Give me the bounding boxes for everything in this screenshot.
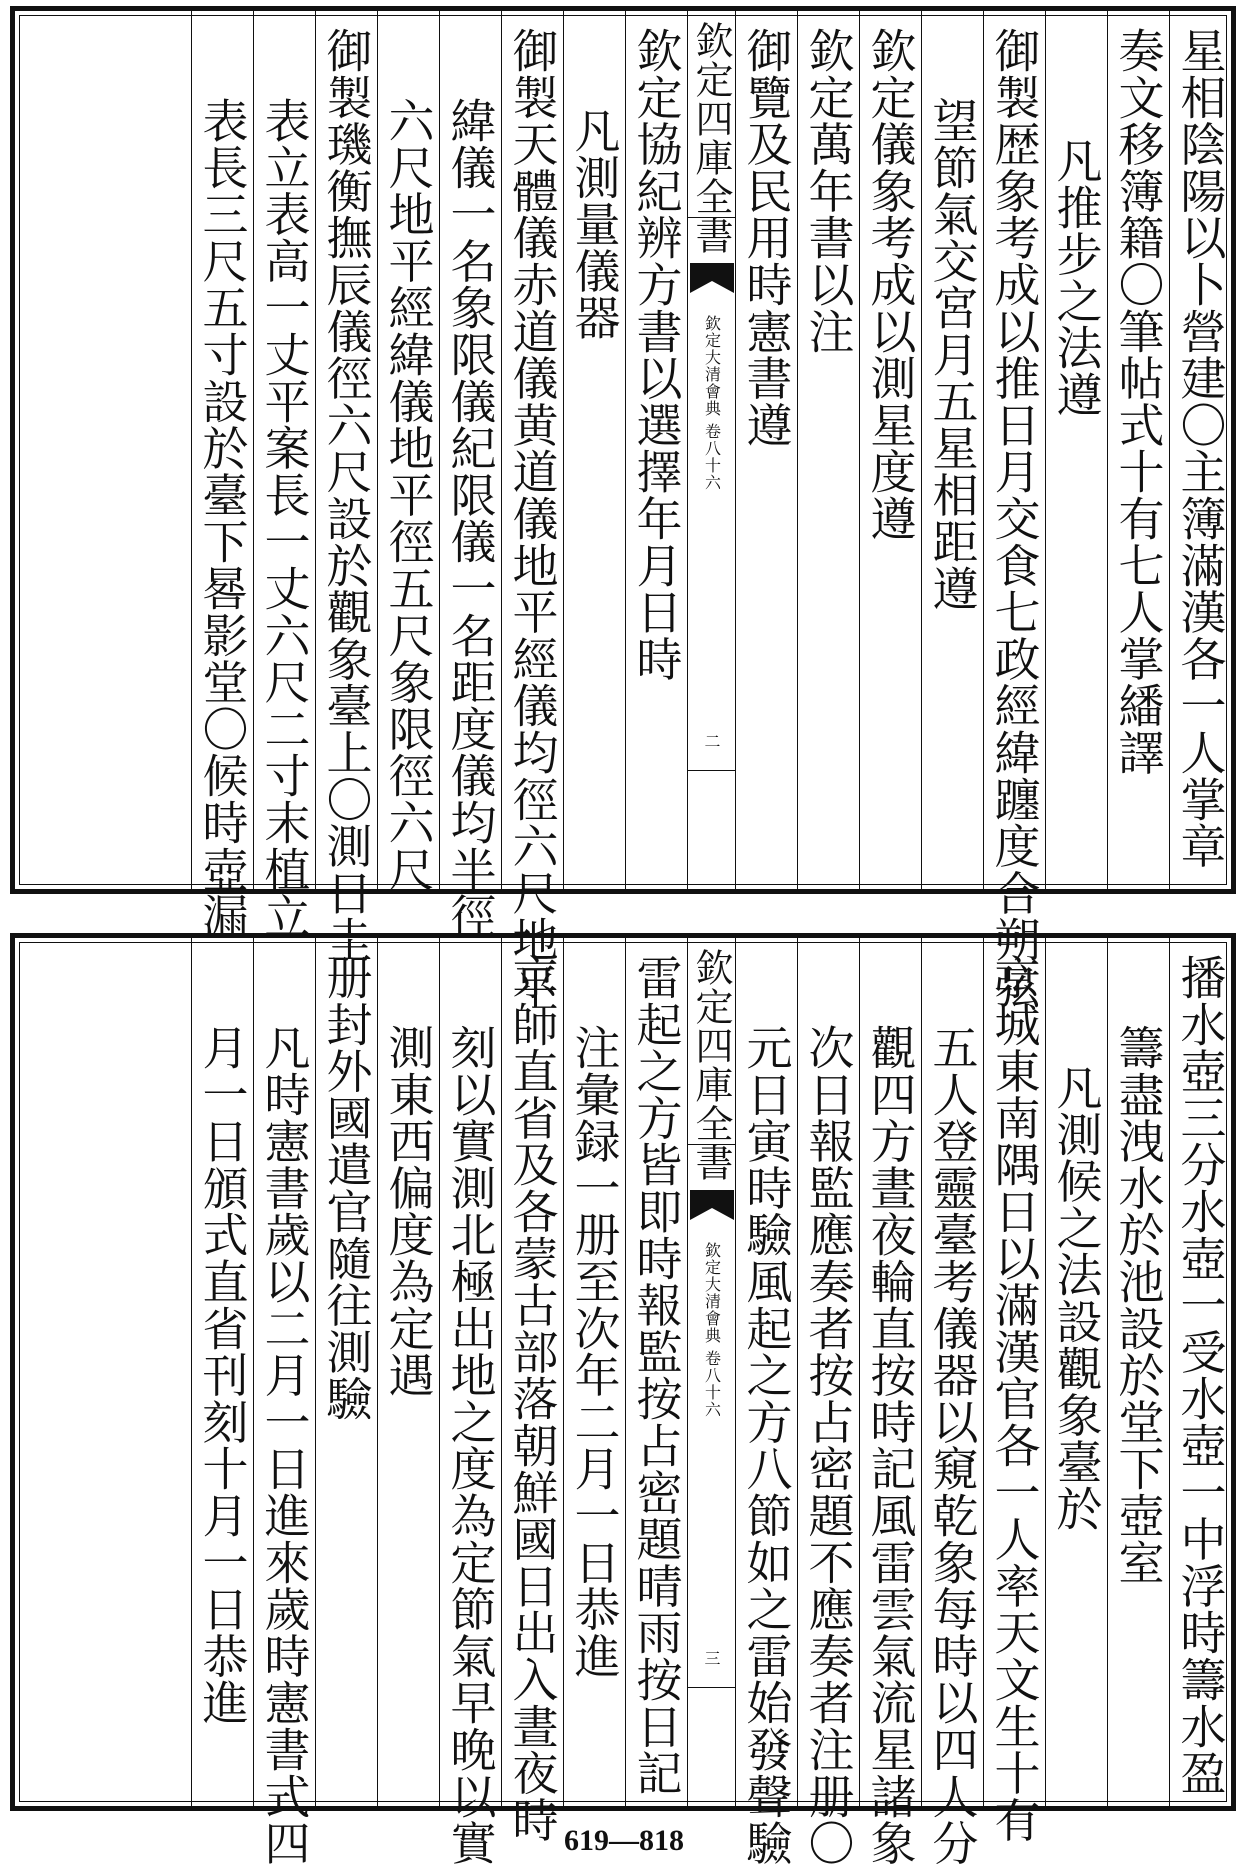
column-text: 凡測候之法設觀象臺於 — [1049, 1064, 1104, 1532]
text-column — [439, 938, 501, 1866]
text-column — [983, 11, 1045, 1010]
text-column — [1169, 938, 1231, 1806]
column-text: 測東西偏度為定遇 — [381, 1024, 436, 1399]
column-text: 御製歴象考成以推日月交食七政經緯躔度合朔弦 — [987, 27, 1042, 1010]
column-text: 望節氣交宮月五星相距遵 — [925, 97, 980, 612]
column-text: 欽定萬年書以注 — [801, 27, 856, 355]
page-number: 二 — [702, 733, 721, 749]
fish-tail-mark-icon — [690, 263, 734, 301]
book-subtitle: 欽定大清會典 — [702, 315, 722, 417]
column-text: 次日報監應奏者按占密題不應奏者注册〇 — [801, 1024, 856, 1866]
text-column — [921, 938, 983, 1866]
volume-number: 卷八十六 — [702, 1350, 722, 1418]
center-fold-column — [687, 938, 735, 1806]
text-column — [191, 938, 253, 1806]
volume-number: 卷八十六 — [702, 423, 722, 491]
text-column — [625, 11, 687, 889]
book-title: 欽定四庫全書 — [689, 948, 733, 1182]
text-column — [501, 938, 563, 1844]
book-title: 欽定四庫全書 — [689, 21, 733, 255]
text-column — [501, 11, 563, 1010]
column-text: 凡測量儀器 — [567, 107, 622, 341]
column-text: 京師直省及各蒙古部落朝鮮國日出入晝夜時 — [505, 954, 560, 1844]
column-text: 元日寅時驗風起之方八節如之雷始發聲驗 — [739, 1024, 794, 1866]
text-column — [797, 11, 859, 889]
text-column — [735, 938, 797, 1866]
text-column — [253, 938, 315, 1866]
column-text: 欽定儀象考成以測星度遵 — [863, 27, 918, 542]
center-fold-column — [687, 11, 735, 889]
text-column — [1107, 938, 1169, 1806]
text-column — [859, 11, 921, 889]
column-text: 籌盡洩水於池設於堂下壺室 — [1111, 1024, 1166, 1586]
text-column — [921, 11, 983, 889]
text-column — [859, 938, 921, 1866]
column-text: 表立表高一丈平案長一丈六尺二寸末植立 — [257, 97, 312, 940]
page-footer-number: 619—818 — [564, 1824, 684, 1857]
page-number: 三 — [702, 1650, 721, 1666]
column-text: 六尺地平經緯儀地平徑五尺象限徑六尺 — [381, 97, 436, 893]
text-column — [439, 11, 501, 940]
column-text: 刻以實測北極出地之度為定節氣早晚以實 — [443, 1024, 498, 1866]
text-column — [1107, 11, 1169, 889]
column-text: 御覽及民用時憲書遵 — [739, 27, 794, 449]
text-column — [983, 938, 1045, 1844]
column-text: 播水壺三分水壺一受水壺一中浮時籌水盈 — [1173, 954, 1228, 1797]
text-column — [625, 938, 687, 1806]
column-text: 注彙録一册至次年二月一日恭進 — [567, 1024, 622, 1680]
column-text: 奏文移簿籍〇筆帖式十有七人掌繙譯 — [1111, 27, 1166, 776]
text-column — [1045, 11, 1107, 889]
text-column — [563, 938, 625, 1806]
text-column — [735, 11, 797, 889]
column-text: 京城東南隅日以滿漢官各一人率天文生十有 — [987, 954, 1042, 1844]
column-text: 星相陰陽以卜營建〇主簿滿漢各一人掌章 — [1173, 27, 1228, 870]
column-text: 雷起之方皆即時報監按占密題晴雨按日記 — [629, 954, 684, 1797]
column-text: 册封外國遣官隨往測驗 — [319, 954, 374, 1422]
column-text: 御製璣衡撫辰儀徑六尺設於觀象臺上〇測日圭 — [319, 27, 374, 963]
text-column — [377, 938, 439, 1806]
column-text: 緯儀一名象限儀紀限儀一名距度儀均半徑 — [443, 97, 498, 940]
column-text: 欽定協紀辨方書以選擇年月日時 — [629, 27, 684, 683]
text-column — [797, 938, 859, 1866]
text-column — [563, 11, 625, 889]
page-top — [10, 6, 1236, 1010]
text-column — [1045, 938, 1107, 1806]
column-text: 表長三尺五寸設於臺下晷影堂〇候時壺漏 — [195, 97, 250, 940]
text-column — [377, 11, 439, 893]
text-column — [1169, 11, 1231, 889]
text-column — [191, 11, 253, 940]
column-text: 凡時憲書歲以二月一日進來歲時憲書式四 — [257, 1024, 312, 1866]
column-text: 五人登靈臺考儀器以窺乾象每時以四人分 — [925, 1024, 980, 1866]
text-column — [315, 938, 377, 1806]
fish-tail-mark-icon — [690, 1190, 734, 1228]
text-column — [253, 11, 315, 940]
column-text: 凡推步之法遵 — [1049, 137, 1104, 418]
book-subtitle: 欽定大清會典 — [702, 1242, 722, 1344]
column-text: 月一日頒式直省刊刻十月一日恭進 — [195, 1024, 250, 1726]
column-text: 御製天體儀赤道儀黄道儀地平經儀均徑六尺地平 — [505, 27, 560, 1010]
column-text: 觀四方晝夜輪直按時記風雷雲氣流星諸象 — [863, 1024, 918, 1866]
text-column — [315, 11, 377, 963]
